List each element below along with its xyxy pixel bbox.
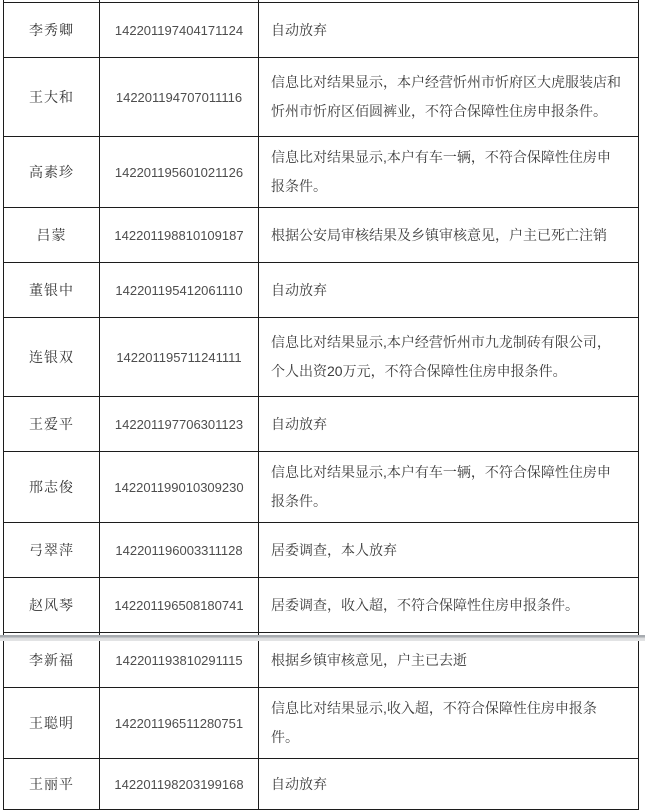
table-row xyxy=(4,263,639,318)
id-number-cell: 142201197706301123 xyxy=(100,397,259,452)
table-row xyxy=(4,578,639,633)
remark-cell: 信息比对结果显示，本户经营忻州市忻府区大虎服装店和忻州市忻府区佰圆裤业，不符合保障性住房申报条件。 xyxy=(259,58,639,137)
remark-cell: 信息比对结果显示,收入超，不符合保障性住房申报条件。 xyxy=(259,688,639,759)
id-number-cell: 142201193810291115 xyxy=(100,633,259,688)
id-number-cell: 142201196508180741 xyxy=(100,578,259,633)
table-row xyxy=(4,3,639,58)
remark-cell: 自动放弃 xyxy=(259,397,639,452)
table-row xyxy=(4,688,639,759)
id-number-cell: 142201197404171124 xyxy=(100,3,259,58)
name-cell: 连银双 xyxy=(4,318,100,397)
name-cell: 吕蒙 xyxy=(4,208,100,263)
id-number-cell: 142201196511280751 xyxy=(100,688,259,759)
table-row xyxy=(4,523,639,578)
bottom-scroll-strip xyxy=(0,635,645,641)
table-row xyxy=(4,452,639,523)
remark-cell: 自动放弃 xyxy=(259,759,639,810)
name-cell: 李新福 xyxy=(4,633,100,688)
id-number-cell: 142201198203199168 xyxy=(100,759,259,810)
table-row xyxy=(4,397,639,452)
name-cell: 董银中 xyxy=(4,263,100,318)
id-number-cell: 142201198810109187 xyxy=(100,208,259,263)
remark-cell: 根据公安局审核结果及乡镇审核意见，户主已死亡注销 xyxy=(259,208,639,263)
name-cell: 王爱平 xyxy=(4,397,100,452)
remark-cell: 信息比对结果显示,本户有车一辆，不符合保障性住房申报条件。 xyxy=(259,137,639,208)
name-cell: 李秀卿 xyxy=(4,3,100,58)
name-cell: 邢志俊 xyxy=(4,452,100,523)
name-cell: 王大和 xyxy=(4,58,100,137)
remark-cell: 信息比对结果显示,本户有车一辆，不符合保障性住房申报条件。 xyxy=(259,452,639,523)
id-number-cell: 142201194707011116 xyxy=(100,58,259,137)
id-number-cell: 142201195601021126 xyxy=(100,137,259,208)
remark-cell: 自动放弃 xyxy=(259,3,639,58)
applicant-review-table-wrap xyxy=(3,0,639,810)
applicant-review-table xyxy=(3,0,639,810)
name-cell: 高素珍 xyxy=(4,137,100,208)
remark-cell: 信息比对结果显示,本户经营忻州市九龙制砖有限公司，个人出资20万元，不符合保障性住房申报条件。 xyxy=(259,318,639,397)
id-number-cell: 142201195412061110 xyxy=(100,263,259,318)
id-number-cell: 142201199010309230 xyxy=(100,452,259,523)
table-row xyxy=(4,137,639,208)
id-number-cell: 142201196003311128 xyxy=(100,523,259,578)
table-row xyxy=(4,318,639,397)
name-cell: 弓翠萍 xyxy=(4,523,100,578)
remark-cell: 根据乡镇审核意见，户主已去逝 xyxy=(259,633,639,688)
remark-cell: 居委调查，收入超，不符合保障性住房申报条件。 xyxy=(259,578,639,633)
table-row xyxy=(4,208,639,263)
table-row xyxy=(4,759,639,810)
id-number-cell: 142201195711241111 xyxy=(100,318,259,397)
table-row xyxy=(4,58,639,137)
name-cell: 赵风琴 xyxy=(4,578,100,633)
name-cell: 王丽平 xyxy=(4,759,100,810)
name-cell: 王聪明 xyxy=(4,688,100,759)
remark-cell: 自动放弃 xyxy=(259,263,639,318)
remark-cell: 居委调查，本人放弃 xyxy=(259,523,639,578)
